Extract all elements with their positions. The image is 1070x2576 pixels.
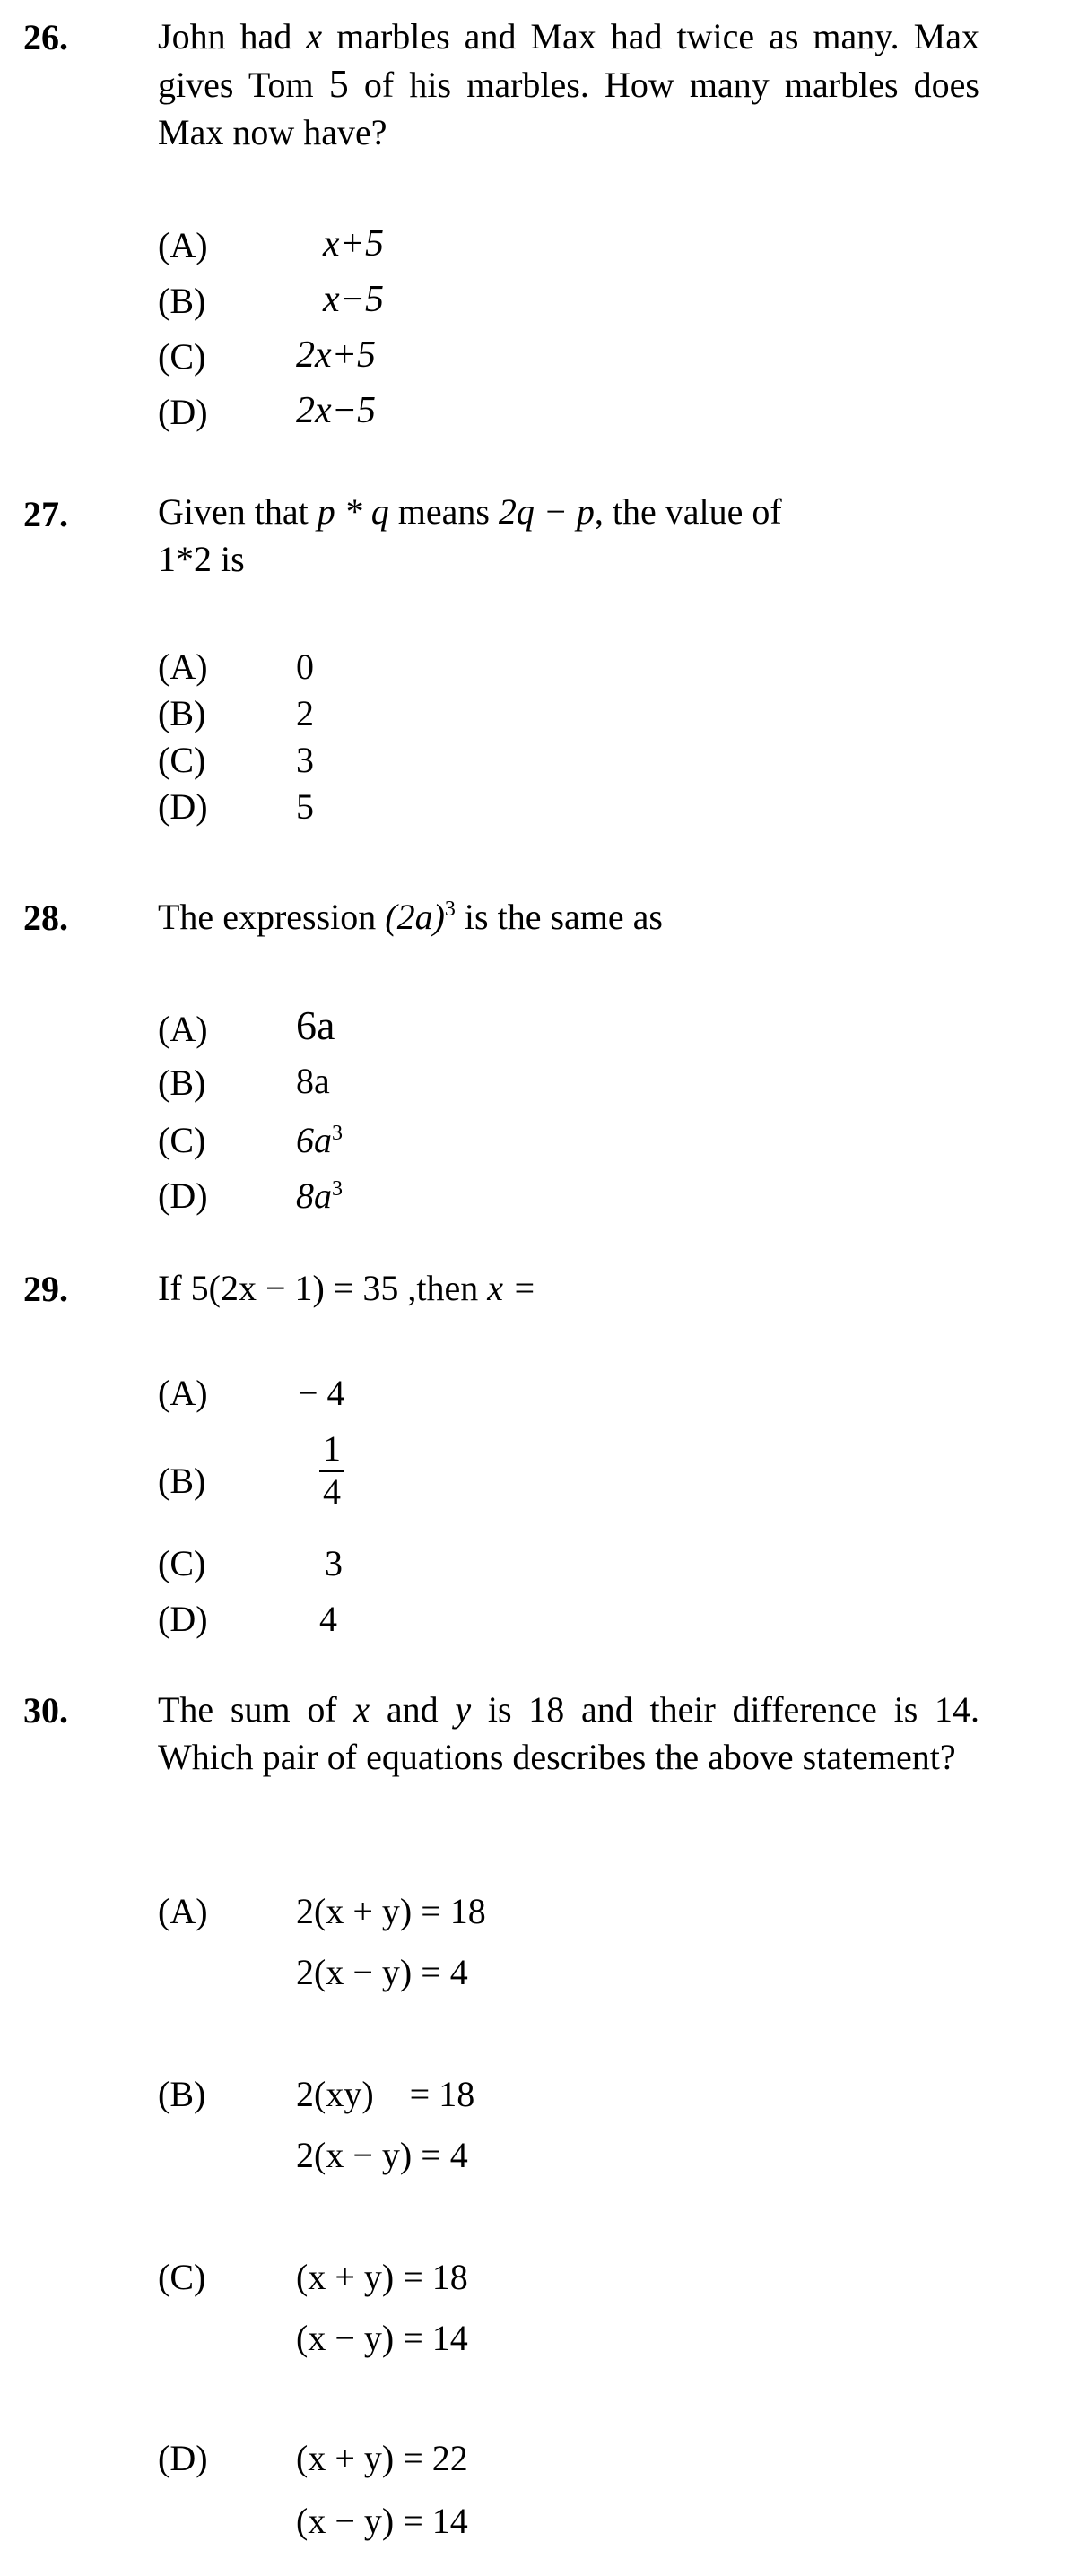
option-label: (B) bbox=[158, 1461, 206, 1501]
option-value: − 4 bbox=[298, 1373, 345, 1413]
question-stem: If 5(2x − 1) = 35 ,then x = bbox=[158, 1268, 537, 1308]
question-number: 30. bbox=[23, 1690, 68, 1730]
option-value: $8a^3$ bbox=[296, 1175, 343, 1216]
option-label: (D) bbox=[158, 786, 208, 827]
equation-line: (x + y) = 22 bbox=[296, 2438, 468, 2478]
question-stem: The expression $(2a)^3$ is the same as bbox=[158, 897, 663, 937]
option-label: (D) bbox=[158, 1175, 208, 1216]
option-value: 2 bbox=[296, 693, 314, 733]
fraction-one-quarter: $\frac{1}{4}$ bbox=[319, 1429, 344, 1512]
equation-line: 2(x − y) = 4 bbox=[296, 2135, 468, 2175]
option-value: x−5 bbox=[323, 279, 384, 320]
question-number: 29. bbox=[23, 1269, 68, 1309]
option-label: (B) bbox=[158, 693, 206, 733]
question-stem: The sum of x and y is 18 and their difference is 14. Which pair of equations describes the above statement? bbox=[158, 1689, 980, 1777]
option-label: (A) bbox=[158, 1373, 208, 1413]
equation-line: (x − y) = 14 bbox=[296, 2501, 468, 2541]
option-value: $6a^3$ bbox=[296, 1120, 343, 1160]
equation-line: (x + y) = 18 bbox=[296, 2257, 468, 2297]
option-label: (A) bbox=[158, 225, 208, 265]
option-label: (D) bbox=[158, 392, 208, 432]
question-number: 26. bbox=[23, 17, 68, 57]
question-stem: Given that p * q means 2q − p, the value of 1*2 is bbox=[158, 491, 782, 579]
option-label: (C) bbox=[158, 1120, 206, 1160]
option-value: 3 bbox=[296, 740, 314, 780]
option-label: (A) bbox=[158, 1891, 208, 1931]
equation-line: 2(x − y) = 4 bbox=[296, 1952, 468, 1992]
option-value: 5 bbox=[296, 786, 314, 827]
option-value: x+5 bbox=[323, 223, 384, 265]
option-label: (C) bbox=[158, 740, 206, 780]
question-stem: John had x marbles and Max had twice as many. Max gives Tom 5 of his marbles. How many marbles does Max now have? bbox=[158, 16, 980, 152]
question-number: 28. bbox=[23, 898, 68, 938]
option-label: (B) bbox=[158, 1062, 206, 1103]
option-label: (C) bbox=[158, 2257, 206, 2297]
equation-line: (x − y) = 14 bbox=[296, 2318, 468, 2358]
option-label: (B) bbox=[158, 2074, 206, 2114]
option-value: 8a bbox=[296, 1061, 330, 1101]
option-value: 0 bbox=[296, 646, 314, 687]
option-label: (D) bbox=[158, 2438, 208, 2478]
option-value: 4 bbox=[319, 1599, 337, 1639]
option-value: 2x+5 bbox=[296, 334, 376, 376]
option-value: 2x−5 bbox=[296, 390, 376, 431]
option-label: (D) bbox=[158, 1599, 208, 1639]
option-label: (C) bbox=[158, 336, 206, 377]
equation-line: 2(xy) = 18 bbox=[296, 2074, 475, 2114]
option-label: (A) bbox=[158, 1009, 208, 1049]
option-label: (C) bbox=[158, 1543, 206, 1583]
option-label: (A) bbox=[158, 646, 208, 687]
option-label: (B) bbox=[158, 281, 206, 321]
question-number: 27. bbox=[23, 494, 68, 534]
equation-line: 2(x + y) = 18 bbox=[296, 1891, 486, 1931]
option-value: 3 bbox=[325, 1543, 343, 1583]
option-value: 6a bbox=[296, 1002, 335, 1048]
